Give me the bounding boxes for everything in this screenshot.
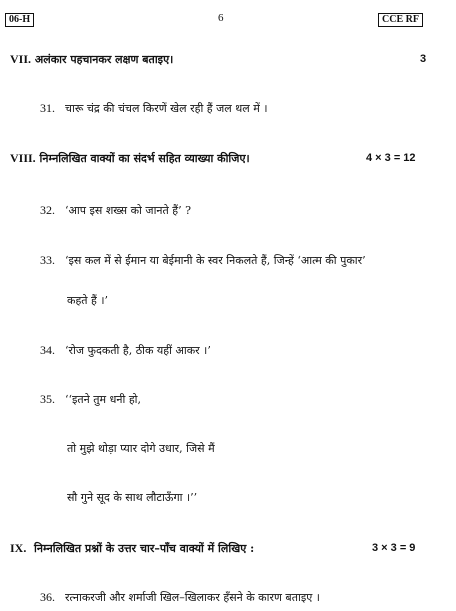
question-33-number: 33. (40, 253, 55, 267)
question-35-line-1: ‘‘इतने तुम धनी हो, (65, 393, 142, 406)
question-31 (40, 101, 267, 116)
question-32 (40, 203, 191, 218)
paper-code-box (5, 13, 34, 27)
section-viii-heading (10, 151, 250, 166)
question-35-number: 35. (40, 392, 55, 406)
question-35-line-2: तो मुझे थोड़ा प्यार दोगे उधार, जिसे मैं (67, 442, 215, 455)
question-34-text: ‘रोज फुदकती है, ठीक यहीं आकर ।’ (65, 344, 211, 357)
question-36-text: रत्नाकरजी और शर्माजी खिल–खिलाकर हँसने के कारण बताइए । (65, 591, 320, 604)
question-32-text: ‘आप इस शख्स को जानते हैं’ ? (65, 204, 192, 217)
question-31-number: 31. (40, 101, 55, 115)
paper-variant-box (378, 13, 423, 27)
section-ix-title: निम्नलिखित प्रश्नों के उत्तर चार–पाँच वाक्यों में लिखिए : (34, 542, 255, 555)
section-viii-number: VIII. (10, 151, 36, 165)
page-number: 6 (218, 12, 224, 24)
question-31-text: चारू चंद्र की चंचल किरणें खेल रही हैं जल थल में । (65, 102, 268, 115)
section-viii-title: निम्नलिखित वाक्यों का संदर्भ सहित व्याख्या कीजिए। (39, 152, 250, 165)
question-34-number: 34. (40, 343, 55, 357)
question-35 (40, 392, 141, 407)
section-vii-heading (10, 52, 173, 67)
question-34 (40, 343, 211, 358)
section-ix-heading (10, 541, 254, 556)
question-35-line-3: सौ गुने सूद के साथ लौटाऊँगा ।’’ (67, 491, 198, 504)
paper-code: 06-H (9, 14, 31, 25)
section-vii-marks: 3 (420, 53, 427, 65)
section-ix-marks: 3 × 3 = 9 (372, 542, 416, 554)
section-ix-number: IX. (10, 541, 27, 555)
section-vii-title: अलंकार पहचानकर लक्षण बताइए। (34, 53, 174, 66)
section-viii-marks: 4 × 3 = 12 (366, 152, 416, 164)
question-36-number: 36. (40, 590, 55, 604)
section-vii-number: VII. (10, 52, 32, 66)
question-36 (40, 590, 320, 605)
question-33-line-2: कहते हैं ।’ (67, 294, 109, 307)
paper-variant: CCE RF (382, 14, 419, 25)
question-33-line-1: ‘इस कल में से ईमान या बेईमानी के स्वर निकलते हैं, जिन्हें ‘आत्म की पुकार’ (65, 254, 366, 267)
question-33 (40, 253, 366, 268)
question-32-number: 32. (40, 203, 55, 217)
